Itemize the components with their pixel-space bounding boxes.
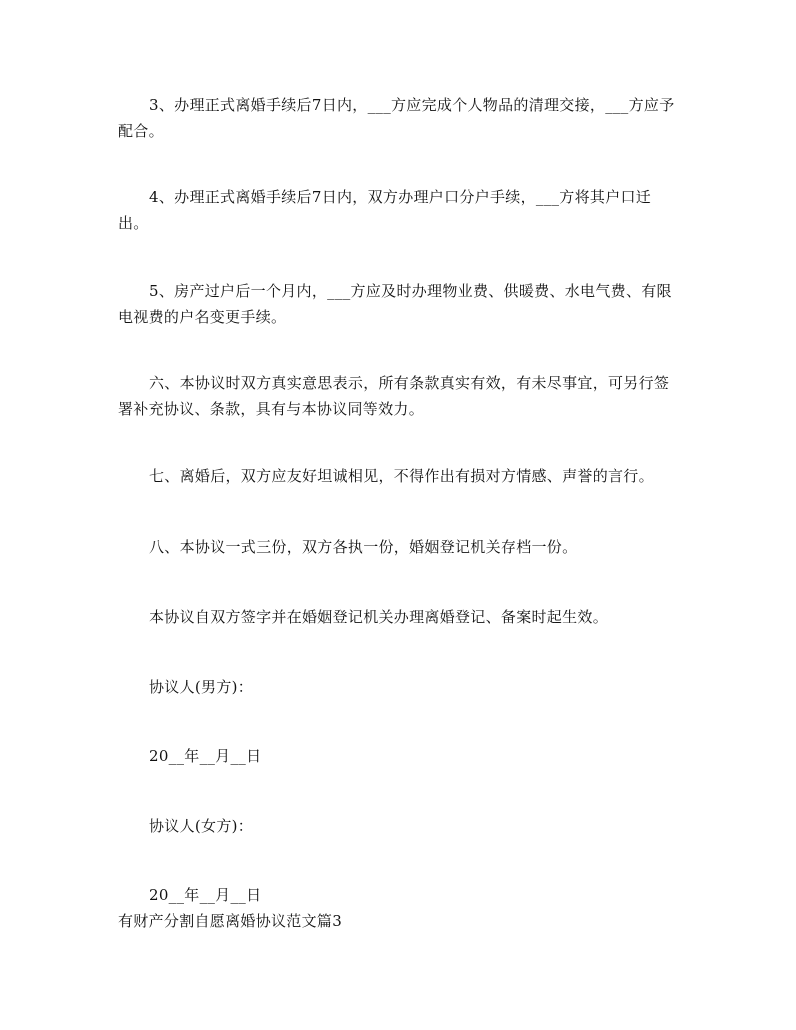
- clause-3-item-4: 4、办理正式离婚手续后7日内，双方办理户口分户手续，___方将其户口迁出。: [118, 188, 652, 232]
- clause-7: 七、离婚后，双方应友好坦诚相见，不得作出有损对方情感、声誉的言行。: [149, 467, 654, 485]
- next-section-heading: 有财产分割自愿离婚协议范文篇3: [118, 912, 343, 930]
- clause-8: 八、本协议一式三份，双方各执一份，婚姻登记机关存档一份。: [149, 538, 578, 556]
- effective-clause: 本协议自双方签字并在婚姻登记机关办理离婚登记、备案时起生效。: [149, 608, 609, 626]
- clause-3-item-5: 5、房产过户后一个月内，___方应及时办理物业费、供暖费、水电气费、有限电视费的户名变更手续。: [118, 282, 672, 326]
- signatory-male-label: 协议人(男方)：: [149, 678, 254, 696]
- signatory-female-date: 20__年__月__日: [149, 886, 262, 904]
- signatory-female-label: 协议人(女方)：: [149, 817, 254, 835]
- clause-3-item-3: 3、办理正式离婚手续后7日内，___方应完成个人物品的清理交接，___方应予配合。: [118, 96, 675, 140]
- signatory-male-date: 20__年__月__日: [149, 747, 262, 765]
- clause-6: 六、本协议时双方真实意思表示，所有条款真实有效，有未尽事宜，可另行签署补充协议、条款，具有与本协议同等效力。: [118, 374, 670, 418]
